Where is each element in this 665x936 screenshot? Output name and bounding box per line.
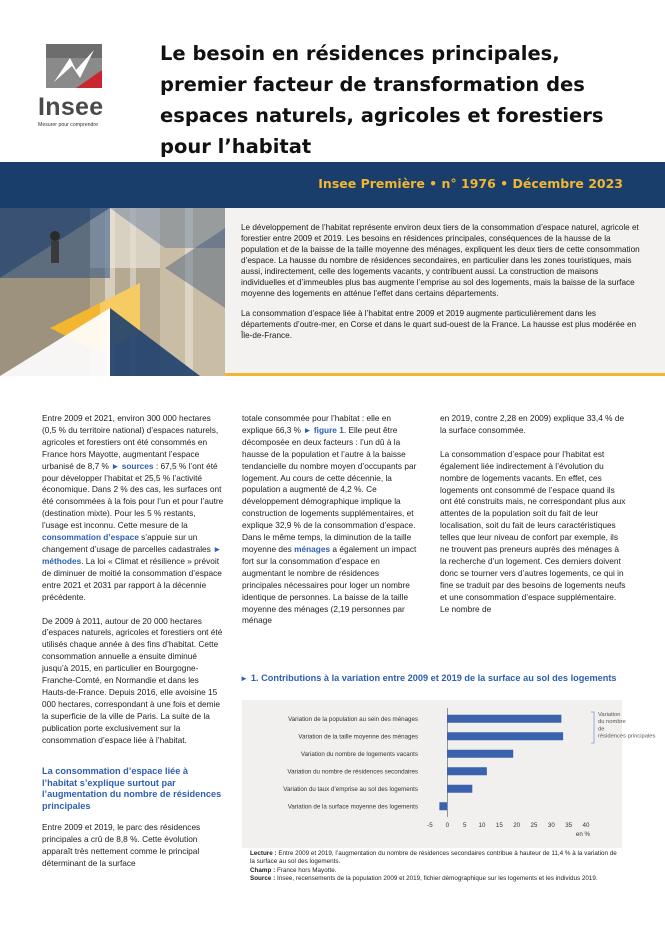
x-tick-label: 10 <box>478 822 486 829</box>
x-tick-label: 5 <box>462 822 467 829</box>
consommation-espace-link[interactable]: consommation d’espace <box>42 532 139 543</box>
bracket-line <box>591 712 594 743</box>
bar <box>447 767 487 775</box>
bar <box>447 715 561 723</box>
abstract-paragraph: La consommation d’espace liée à l’habitat entre 2009 et 2019 augmente particulièrement dans les départements d’outre-mer, en Corse et dans le quart sud-ouest de la France. La hausse est plus modérée en Île-de-France. <box>241 309 637 340</box>
logo-tagline: Mesurer pour comprendre <box>38 122 98 128</box>
body-paragraph <box>42 413 224 604</box>
x-tick-label: 40 <box>582 822 590 829</box>
insee-logo-mark-icon <box>46 44 102 88</box>
hero-illustration <box>0 208 225 376</box>
text-column-2 <box>242 413 420 639</box>
category-label: Variation du nombre de résidences secondaires <box>287 768 418 776</box>
section-subheading: La consommation d’espace liée à l’habitat s’explique surtout par l’augmentation du nombre de résidences principales <box>42 766 222 811</box>
bracket-label-line: Variation <box>598 712 621 718</box>
x-tick-label: 30 <box>547 822 555 829</box>
body-text: . La loi « Climat et résilience » prévoit de diminuer de moitié la consommation d’espace entre 2021 et 2031 par rapport à la décennie précédente. <box>42 555 222 602</box>
bar <box>447 785 472 793</box>
abstract-paragraph: Le développement de l’habitat représente environ deux tiers de la consommation d’espace naturel, agricole et forestier entre 2009 et 2019. Les besoins en résidences principales, conséquences de la hausse de la population et de la baisse de la taille moyenne des ménages, expliquent les deux tiers de cette consommation d’espace. La hausse du nombre de résidences secondaires, en particulier dans les zones touristiques, mais aussi, indirectement, celle des logements vacants, y contribuent aussi. La construction de maisons individuelles et d’immeubles plus bas augmente l’emprise au sol des logements, mais la baisse de la surface moyenne des logements en atténue l’effet dans certains départements. <box>241 223 640 298</box>
category-label: Variation du nombre de logements vacants <box>300 750 418 758</box>
champ-text: France hors Mayotte. <box>275 866 337 874</box>
figure-1-chart <box>242 700 656 848</box>
category-label: Variation de la surface moyenne des logements <box>287 803 418 811</box>
lecture-text: Entre 2009 et 2019, l’augmentation du nombre de résidences secondaires contribue à hauteur de 11,4 % à la variation de la surface au sol des logements. <box>250 850 617 866</box>
champ-label: Champ : <box>250 866 276 874</box>
publication-reference: Insee Première • n° 1976 • Décembre 2023 <box>318 176 623 191</box>
x-tick-label: 35 <box>565 822 573 829</box>
bracket-label-line: du nombre <box>598 719 626 726</box>
figure-champ <box>250 867 620 875</box>
bracket-label <box>598 712 655 740</box>
body-text: : 67,5 % l’ont été pour développer l’habitat et 25,5 % l’activité économique. Dans 2 % des cas, les surfaces ont été consommées à la fois pour l’un et pour l’autre (destination mixte). Pour les 5 % restants, l’usage est inconnu. Cette mesure de la <box>42 460 224 531</box>
triangle-icon: ► <box>240 674 248 683</box>
bar <box>447 732 563 740</box>
bracket-label-line: résidences principales <box>598 733 656 740</box>
bar <box>447 750 513 758</box>
figure-lecture <box>250 850 620 867</box>
bar-chart <box>242 700 656 848</box>
hero-illustration-graphic <box>0 208 225 376</box>
sources-link[interactable]: ► sources <box>111 460 154 471</box>
figure-title <box>240 672 640 685</box>
body-text: Entre 2009 et 2021, environ 300 000 hectares (0,5 % du territoire national) d’espaces naturels, agricoles et forestiers ont été consommés en France hors Mayotte, augmentant l’espace urbanisé de 8,7 % <box>42 413 219 471</box>
body-text: s’appuie sur un changement d’usage de parcelles cadastrales <box>42 532 214 554</box>
category-label: Variation du taux d’emprise au sol des logements <box>283 785 418 793</box>
body-text: . Elle peut être décomposée en deux facteurs : l’un dû à la hausse de la population et l’autre à la baisse tendancielle du nombre moyen d’occupants par logement. Au cours de cette décennie, la population a augmenté de 4,2 %. Ce développement démographique implique la construction de logements supplémentaires, et explique 32,9 % de la consommation d’espace. Dans le même temps, la diminution de la taille moyenne des <box>242 424 417 554</box>
category-label: Variation de la taille moyenne des ménages <box>298 733 418 741</box>
bracket-label-line: de <box>598 726 605 733</box>
body-paragraph: en 2019, contre 2,28 en 2009) explique 33,4 % de la surface consommée. <box>440 413 625 435</box>
logo-wordmark: Insee <box>38 93 104 121</box>
figure-1-link[interactable]: ► figure 1 <box>303 424 344 435</box>
body-paragraph: La consommation d’espace pour l’habitat est également liée indirectement à l’évolution du nombre de logements vacants. En effet, ces logements ont consommé de l’espace quand ils ont été construits mais, ne correspondant plus aux attentes de la population soit du fait de leur localisation, soit du fait de leurs caractéristiques telles que leur niveau de confort par exemple, ils ne trouvent pas preneurs auprès des ménages à la recherche d’un logement. Ces derniers doivent donc se tourner vers d’autres logements, ce qui in fine se traduit par des besoins de logements neufs et une consommation d’espace supplémentaire. Le nombre de <box>440 448 626 614</box>
x-tick-label: 25 <box>530 822 538 829</box>
x-tick-label: 20 <box>513 822 521 829</box>
publication-band <box>0 162 665 208</box>
source-text: Insee, recensements de la population 2009 et 2019, fichier démographique sur les logements et les individus 2019. <box>275 875 598 883</box>
lecture-label: Lecture : <box>250 850 277 857</box>
x-tick-label: 0 <box>445 822 450 829</box>
menages-link[interactable]: ménages <box>294 543 331 554</box>
x-tick-label: 15 <box>495 822 503 829</box>
figure-source <box>250 875 620 883</box>
text-column-1 <box>42 413 224 882</box>
body-paragraph: De 2009 à 2011, autour de 20 000 hectares d’espaces naturels, agricoles et forestiers ont été utilisés chaque année à des fins d’habitat. Cette consommation annuelle a ensuite diminué jusqu’à 2015, en particulier en Bourgogne-Franche-Comté, en Normandie et dans les Hauts-de-France. Depuis 2016, elle avoisine 15 000 hectares, correspondant à une fois et demie la superficie de la ville de Paris. La suite de la publication porte exclusivement sur la consommation d’espace liée à l’habitat. <box>42 615 223 745</box>
figure-title-text: 1. Contributions à la variation entre 2009 et 2019 de la surface au sol des logements <box>250 673 617 683</box>
x-tick-label: -5 <box>427 822 433 829</box>
body-paragraph <box>242 413 420 627</box>
methodes-link[interactable]: ► méthodes <box>42 543 222 566</box>
bar <box>439 802 447 810</box>
x-axis-label: en % <box>575 831 590 838</box>
text-column-3 <box>440 413 626 628</box>
figure-notes <box>250 850 620 884</box>
insee-logo <box>38 44 120 128</box>
body-paragraph: Entre 2009 et 2019, le parc des résidences principales a crû de 8,8 %. Cette évolution apparaît très nettement comme le principal déterminant de la surface <box>42 822 201 869</box>
page-title: Le besoin en résidences principales, premier facteur de transformation des espaces naturels, agricoles et forestiers pour l’habitat <box>160 42 604 158</box>
source-label: Source : <box>250 875 276 883</box>
body-text: totale consommée pour l’habitat : elle en explique 66,3 % <box>242 413 391 435</box>
body-text: a également un impact fort sur la consommation d’espace en augmentant le nombre de résidences principales nécessaires pour loger un nombre identique de personnes. La baisse de la taille moyenne des ménages (2,19 personnes par ménage <box>242 543 417 626</box>
category-label: Variation de la population au sein des ménages <box>288 715 418 723</box>
abstract-box <box>225 208 665 376</box>
